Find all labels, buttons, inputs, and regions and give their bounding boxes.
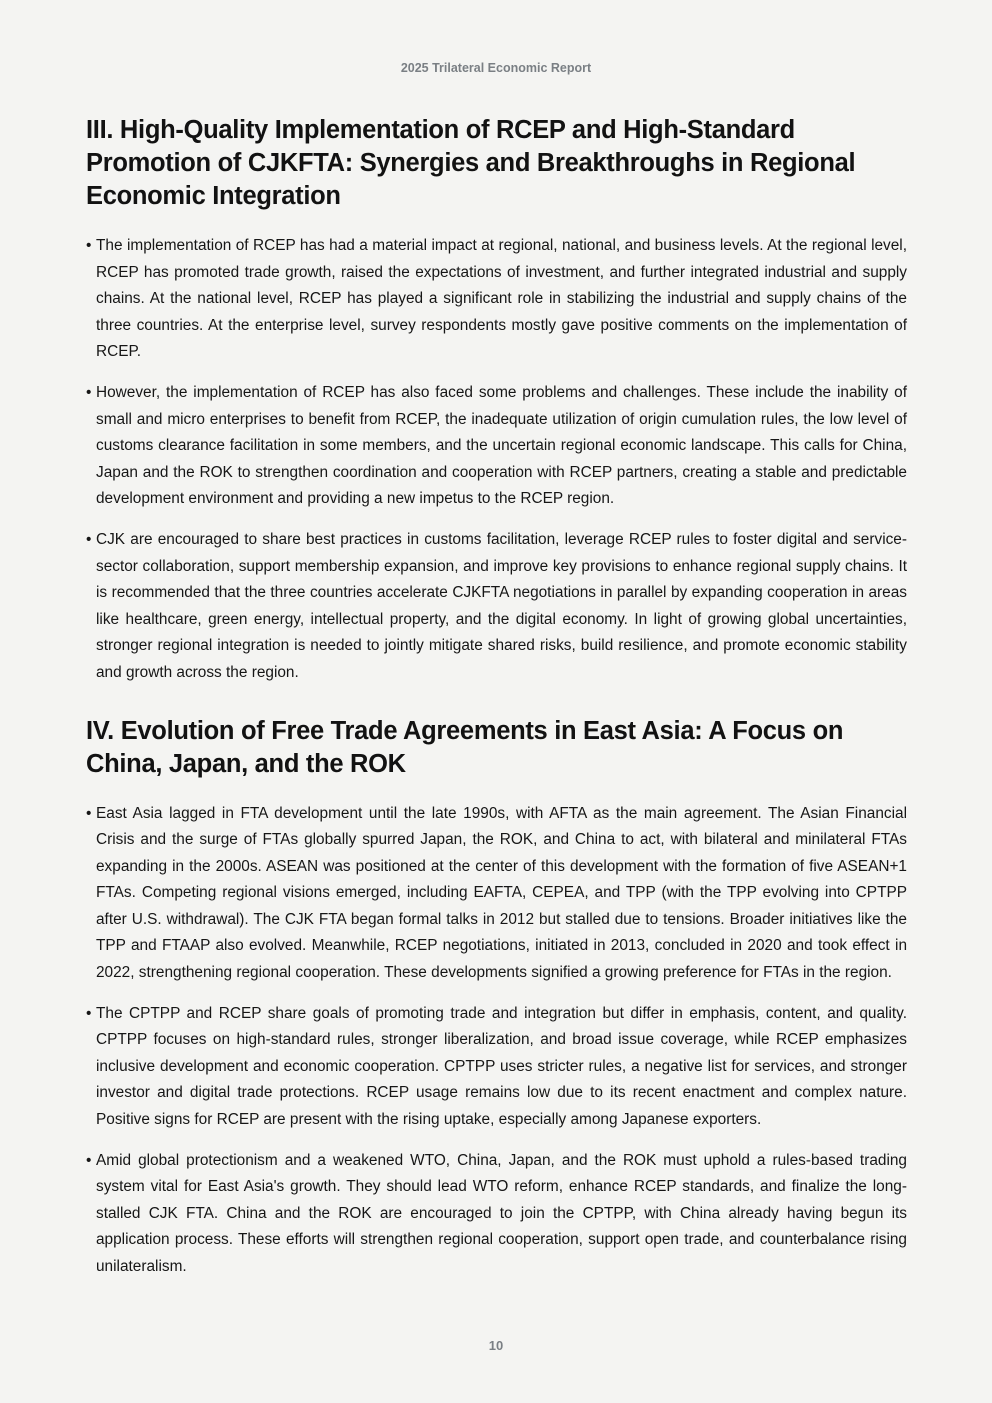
list-item bbox=[86, 1148, 907, 1281]
bullet-icon: • bbox=[86, 1151, 92, 1169]
bullet-icon: • bbox=[86, 383, 92, 401]
bullet-list-iii bbox=[86, 233, 907, 687]
bullet-text: East Asia lagged in FTA development until the late 1990s, with AFTA as the main agreement. The Asian Financial Crisis and the surge of FTAs globally spurred Japan, the ROK, and China to act, with bilateral and minilateral FTAs expanding in the 2000s. ASEAN was positioned at the center of this development with the formation of five ASEAN+1 FTAs. Competing regional visions emerged, including EAFTA, CEPEA, and TPP (with the TPP evolving into CPTPP after U.S. withdrawal). The CJK FTA began formal talks in 2012 but stalled due to tensions. Broader initiatives like the TPP and FTAAP also evolved. Meanwhile, RCEP negotiations, initiated in 2013, concluded in 2020 and took effect in 2022, strengthening regional cooperation. These developments signified a growing preference for FTAs in the region. bbox=[96, 804, 907, 982]
bullet-icon: • bbox=[86, 237, 92, 254]
list-item bbox=[86, 801, 907, 987]
bullet-icon: • bbox=[86, 804, 92, 822]
page-body bbox=[86, 114, 907, 1295]
bullet-text: CJK are encouraged to share best practices in customs facilitation, leverage RCEP rules to foster digital and service-sector collaboration, support membership expansion, and improve key provisions to enhance regional supply chains. It is recommended that the three countries accelerate CJKFTA negotiations in parallel by expanding cooperation in areas like healthcare, green energy, intellectual property, and the digital economy. In light of growing global uncertainties, stronger regional integration is needed to jointly mitigate shared risks, build resilience, and promote economic stability and growth across the region. bbox=[96, 530, 907, 681]
bullet-text: The implementation of RCEP has had a material impact at regional, national, and business levels. At the regional level, RCEP has promoted trade growth, raised the expectations of investment, and further integrated industrial and supply chains. At the national level, RCEP has played a significant role in stabilizing the industrial and supply chains of the three countries. At the enterprise level, survey respondents mostly gave positive comments on the implementation of RCEP. bbox=[96, 237, 907, 361]
bullet-icon: • bbox=[86, 530, 92, 548]
bullet-text: However, the implementation of RCEP has also faced some problems and challenges. These include the inability of small and micro enterprises to benefit from RCEP, the inadequate utilization of origin cumulation rules, the low level of customs clearance facilitation in some members, and the uncertain regional economic landscape. This calls for China, Japan and the ROK to strengthen coordination and cooperation with RCEP partners, creating a stable and predictable development environment and providing a new impetus to the RCEP region. bbox=[96, 383, 907, 508]
section-heading-iv: IV. Evolution of Free Trade Agreements in East Asia: A Focus on China, Japan, and the ROK bbox=[86, 716, 844, 778]
list-item bbox=[86, 527, 907, 687]
list-item bbox=[86, 380, 907, 513]
running-header: 2025 Trilateral Economic Report bbox=[400, 61, 592, 75]
section-heading-iii: III. High-Quality Implementation of RCEP and High-Standard Promotion of CJKFTA: Synergies and Breakthroughs in Regional Economic Integration bbox=[86, 116, 856, 210]
list-item bbox=[86, 1001, 907, 1134]
bullet-text: The CPTPP and RCEP share goals of promoting trade and integration but differ in emphasis, content, and quality. CPTPP focuses on high-standard rules, stronger liberalization, and broad issue coverage, while RCEP emphasizes inclusive development and economic cooperation. CPTPP uses stricter rules, a negative list for services, and stronger investor and digital trade protections. RCEP usage remains low due to its recent enactment and complex nature. Positive signs for RCEP are present with the rising uptake, especially among Japanese exporters. bbox=[96, 1004, 907, 1129]
page-number: 10 bbox=[488, 1338, 504, 1353]
bullet-list-iv bbox=[86, 801, 907, 1281]
bullet-icon: • bbox=[86, 1004, 92, 1022]
bullet-text: Amid global protectionism and a weakened WTO, China, Japan, and the ROK must uphold a rules-based trading system vital for East Asia's growth. They should lead WTO reform, enhance RCEP standards, and finalize the long-stalled CJK FTA. China and the ROK are encouraged to join the CPTPP, with China already having begun its application process. These efforts will strengthen regional cooperation, support open trade, and counterbalance rising unilateralism. bbox=[96, 1151, 907, 1275]
list-item bbox=[86, 233, 907, 366]
